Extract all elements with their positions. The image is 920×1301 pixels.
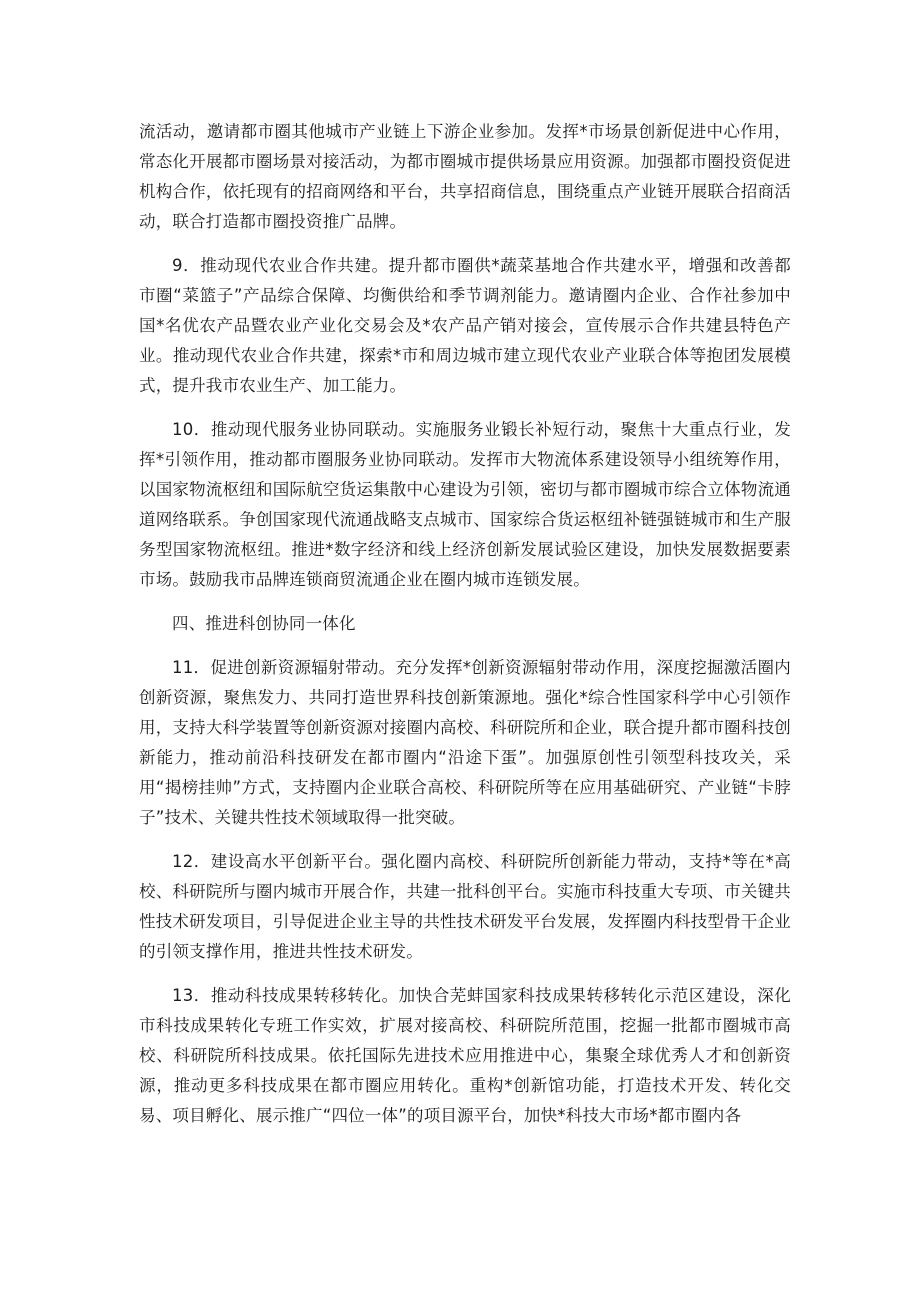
paragraph-continuation: 流活动，邀请都市圈其他城市产业链上下游企业参加。发挥*市场景创新促进中心作用，常态化开展都市圈场景对接活动，为都市圈城市提供场景应用资源。加强都市圈投资促进机构合作，依托现有的招商网络和平台，共享招商信息，围绕重点产业链开展联合招商活动，联合打造都市圈投资推广品牌。 [139, 122, 791, 231]
document-body [139, 117, 791, 1145]
paragraph-item-11: 11．促进创新资源辐射带动。充分发挥*创新资源辐射带动作用，深度挖掘激活圈内创新资源，聚焦发力、共同打造世界科技创新策源地。强化*综合性国家科学中心引领作用，支持大科学装置等创新资源对接圈内高校、科研院所和企业，联合提升都市圈科技创新能力，推动前沿科技研发在都市圈内“沿途下蛋”。加强原创性引领型科技攻关，采用“揭榜挂帅”方式，支持圈内企业联合高校、科研院所等在应用基础研究、产业链“卡脖子”技术、关键共性技术领域取得一批突破。 [139, 658, 791, 827]
paragraph-item-12: 12．建设高水平创新平台。强化圈内高校、科研院所创新能力带动，支持*等在*高校、科研院所与圈内城市开展合作，共建一批科创平台。实施市科技重大专项、市关键共性技术研发项目，引导促进企业主导的共性技术研发平台发展，发挥圈内科技型骨干企业的引领支撑作用，推进共性技术研发。 [139, 852, 791, 961]
paragraph-item-9: 9．推动现代农业合作共建。提升都市圈供*蔬菜基地合作共建水平，增强和改善都市圈“菜篮子”产品综合保障、均衡供给和季节调剂能力。邀请圈内企业、合作社参加中国*名优农产品暨农业产业化交易会及*农产品产销对接会，宣传展示合作共建县特色产业。推动现代农业合作共建，探索*市和周边城市建立现代农业产业联合体等抱团发展模式，提升我市农业生产、加工能力。 [139, 256, 791, 395]
section-heading: 四、推进科创协同一体化 [172, 614, 356, 633]
paragraph-item-10: 10．推动现代服务业协同联动。实施服务业锻长补短行动，聚焦十大重点行业，发挥*引领作用，推动都市圈服务业协同联动。发挥市大物流体系建设领导小组统筹作用，以国家物流枢纽和国际航空货运集散中心建设为引领，密切与都市圈城市综合立体物流通道网络联系。争创国家现代流通战略支点城市、国家综合货运枢纽补链强链城市和生产服务型国家物流枢纽。推进*数字经济和线上经济创新发展试验区建设，加快发展数据要素市场。鼓励我市品牌连锁商贸流通企业在圈内城市连锁发展。 [139, 420, 791, 589]
paragraph-item-13: 13．推动科技成果转移转化。加快合芜蚌国家科技成果转移转化示范区建设，深化市科技成果转化专班工作实效，扩展对接高校、科研院所范围，挖掘一批都市圈城市高校、科研院所科技成果。依托国际先进技术应用推进中心，集聚全球优秀人才和创新资源，推动更多科技成果在都市圈应用转化。重构*创新馆功能，打造技术开发、转化交易、项目孵化、展示推广“四位一体”的项目源平台，加快*科技大市场*都市圈内各 [139, 986, 791, 1125]
